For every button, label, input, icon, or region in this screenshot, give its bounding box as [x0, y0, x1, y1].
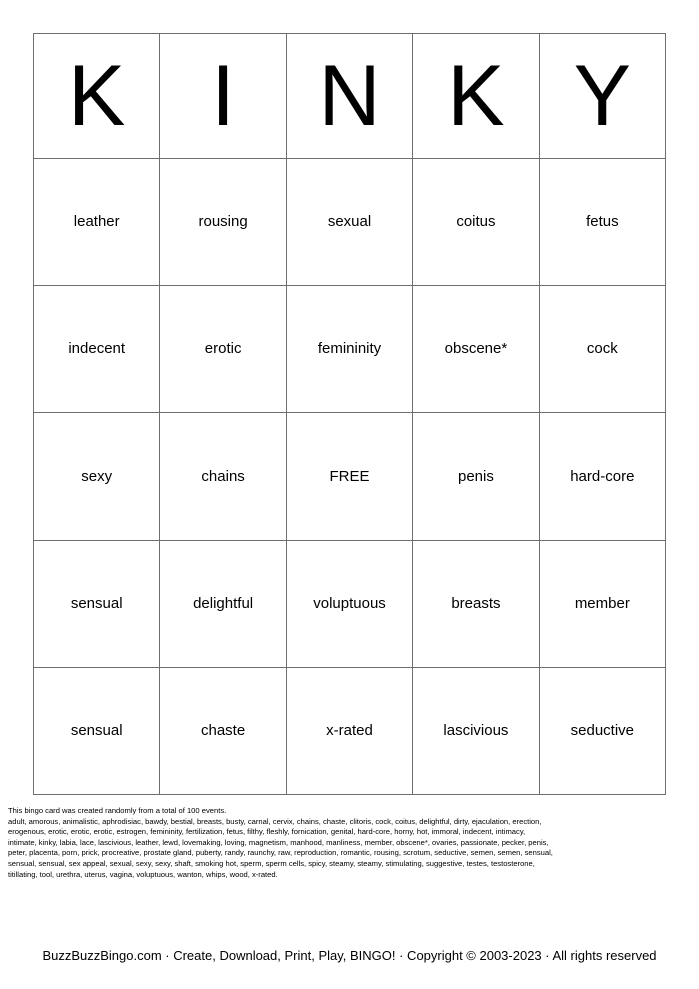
bingo-cell[interactable]: indecent: [34, 286, 160, 413]
page-footer: BuzzBuzzBingo.com · Create, Download, Print, Play, BINGO! · Copyright © 2003-2023 · All rights reserved: [42, 948, 657, 963]
bingo-cell[interactable]: chaste: [160, 668, 286, 795]
bingo-cell[interactable]: lascivious: [413, 668, 539, 795]
bingo-cell[interactable]: sensual: [34, 668, 160, 795]
bingo-header-letter-y: Y: [540, 34, 666, 159]
bingo-row: [34, 286, 666, 413]
bingo-header-letter-i: I: [160, 34, 286, 159]
bingo-cell[interactable]: hard-core: [540, 413, 666, 540]
word-pool-line: erogenous, erotic, erotic, erotic, estrogen, femininity, fertilization, fetus, filthy, fleshly, fornication, genital, hard-core, horny, hot, immoral, indecent, intimacy,: [8, 827, 526, 837]
bingo-cell[interactable]: member: [540, 541, 666, 668]
bingo-cell[interactable]: erotic: [160, 286, 286, 413]
bingo-cell[interactable]: seductive: [540, 668, 666, 795]
bingo-card: [33, 33, 666, 795]
bingo-row: [34, 159, 666, 286]
bingo-cell[interactable]: fetus: [540, 159, 666, 286]
bingo-cell[interactable]: cock: [540, 286, 666, 413]
bingo-cell[interactable]: leather: [34, 159, 160, 286]
word-pool-line: adult, amorous, animalistic, aphrodisiac, bawdy, bestial, breasts, busty, carnal, cervix, chains, chaste, clitoris, cock, coitus, delightful, dirty, ejaculation, erection,: [8, 816, 542, 826]
bingo-cell[interactable]: sexy: [34, 413, 160, 540]
bingo-cell[interactable]: voluptuous: [287, 541, 413, 668]
bingo-header-letter-k1: K: [34, 34, 160, 159]
bingo-cell[interactable]: femininity: [287, 286, 413, 413]
bingo-header-row: [34, 34, 666, 159]
word-pool-line: titillating, tool, urethra, uterus, vagina, voluptuous, wanton, whips, wood, x-rated.: [8, 869, 278, 879]
bingo-cell[interactable]: x-rated: [287, 668, 413, 795]
bingo-header-letter-k2: K: [413, 34, 539, 159]
word-pool-line: peter, placenta, porn, prick, procreative, prostate gland, puberty, randy, raunchy, raw, reproduction, romantic, rousing, scrotum, seductive, semen, semen, sensual,: [8, 848, 553, 858]
bingo-cell-free[interactable]: FREE: [287, 413, 413, 540]
bingo-row: [34, 541, 666, 668]
bingo-cell[interactable]: rousing: [160, 159, 286, 286]
bingo-cell[interactable]: chains: [160, 413, 286, 540]
word-pool-line: sensual, sensual, sex appeal, sexual, sexy, sexy, shaft, smoking hot, sperm, sperm cells, spicy, steamy, steamy, stimulating, suggestive, testes, testosterone,: [8, 858, 535, 868]
bingo-row: [34, 413, 666, 540]
bingo-cell[interactable]: penis: [413, 413, 539, 540]
bingo-cell[interactable]: coitus: [413, 159, 539, 286]
bingo-cell[interactable]: delightful: [160, 541, 286, 668]
bingo-cell[interactable]: breasts: [413, 541, 539, 668]
fine-print-block: [8, 806, 691, 880]
bingo-row: [34, 668, 666, 795]
bingo-header-letter-n: N: [287, 34, 413, 159]
bingo-cell[interactable]: obscene*: [413, 286, 539, 413]
bingo-cell[interactable]: sensual: [34, 541, 160, 668]
bingo-cell[interactable]: sexual: [287, 159, 413, 286]
fine-print-summary: This bingo card was created randomly from a total of 100 events.: [8, 806, 227, 815]
word-pool-line: intimate, kinky, labia, lace, lascivious, leather, lewd, lovemaking, loving, magnetism, manhood, manliness, member, obscene*, ovaries, passionate, pecker, penis,: [8, 837, 549, 847]
